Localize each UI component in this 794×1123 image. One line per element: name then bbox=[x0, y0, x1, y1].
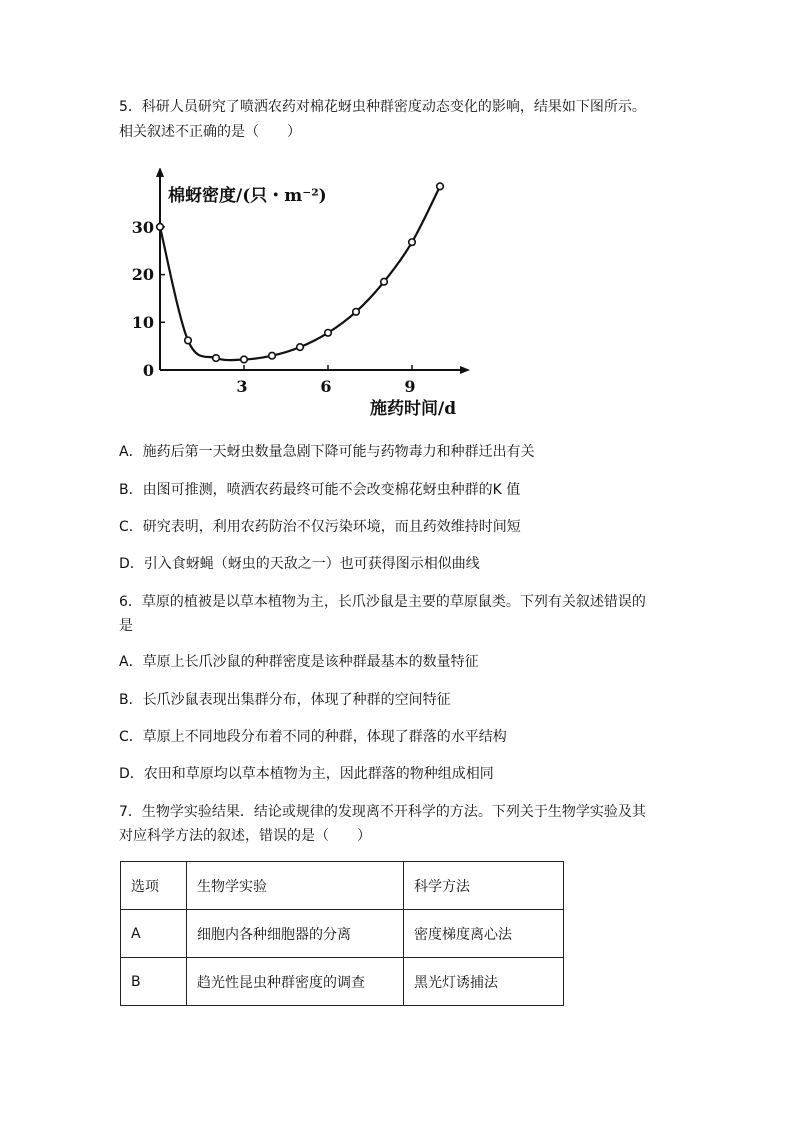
data-point bbox=[437, 183, 444, 190]
data-point bbox=[409, 239, 416, 246]
x-axis-title: 施药时间/d bbox=[370, 399, 457, 419]
table-header-row bbox=[121, 862, 564, 910]
data-point bbox=[185, 337, 192, 344]
data-point bbox=[297, 344, 304, 351]
tick-label-x-9: 9 bbox=[404, 377, 416, 396]
data-point bbox=[269, 352, 276, 359]
q6-option-b: B．长爪沙鼠表现出集群分布，体现了种群的空间特征 bbox=[119, 692, 451, 708]
data-point bbox=[353, 309, 360, 316]
table-cell: 趋光性昆虫种群密度的调查 bbox=[187, 958, 404, 1006]
q7-table bbox=[120, 861, 564, 1006]
tick-label-y-30: 30 bbox=[131, 218, 154, 237]
tick-label-y-20: 20 bbox=[131, 265, 154, 284]
table-cell: A bbox=[121, 910, 187, 958]
table-cell: 黑光灯诱捕法 bbox=[404, 958, 564, 1006]
q5-option-d: D．引入食蚜蝇（蚜虫的天敌之一）也可获得图示相似曲线 bbox=[119, 556, 480, 572]
table-cell: B bbox=[121, 958, 187, 1006]
table-cell: 密度梯度离心法 bbox=[404, 910, 564, 958]
q5-stem-line2: 相关叙述不正确的是（ ） bbox=[119, 124, 301, 140]
series-line bbox=[160, 186, 440, 360]
q5-option-b: B．由图可推测，喷洒农药最终可能不会改变棉花蚜虫种群的K 值 bbox=[119, 482, 521, 498]
tick-label-y-0: 0 bbox=[142, 361, 154, 380]
q6-option-d: D．农田和草原均以草本植物为主，因此群落的物种组成相同 bbox=[119, 766, 494, 782]
table-header-cell: 选项 bbox=[121, 862, 187, 910]
y-axis-title: 棉蚜密度/(只・m⁻²) bbox=[168, 186, 327, 206]
data-point bbox=[325, 329, 332, 336]
q6-stem-line2: 是 bbox=[119, 618, 133, 634]
data-point bbox=[213, 355, 220, 362]
q6-stem-line1: 6．草原的植被是以草本植物为主，长爪沙鼠是主要的草原鼠类。下列有关叙述错误的 bbox=[119, 594, 646, 610]
table-row bbox=[121, 958, 564, 1006]
q5-stem-line1: 5．科研人员研究了喷洒农药对棉花蚜虫种群密度动态变化的影响，结果如下图所示。 bbox=[119, 99, 646, 115]
q7-stem-line2: 对应科学方法的叙述，错误的是（ ） bbox=[119, 828, 371, 844]
tick-label-y-10: 10 bbox=[131, 313, 154, 332]
table-row bbox=[121, 910, 564, 958]
table-header-cell: 科学方法 bbox=[404, 862, 564, 910]
q6-option-c: C．草原上不同地段分布着不同的种群，体现了群落的水平结构 bbox=[119, 729, 507, 745]
q7-stem-line1: 7．生物学实验结果．结论或规律的发现离不开科学的方法。下列关于生物学实验及其 bbox=[119, 804, 646, 820]
q5-chart bbox=[130, 168, 470, 423]
table-header-cell: 生物学实验 bbox=[187, 862, 404, 910]
data-point bbox=[381, 278, 388, 285]
q5-option-c: C．研究表明，利用农药防治不仅污染环境，而且药效维持时间短 bbox=[119, 519, 521, 535]
q5-option-a: A．施药后第一天蚜虫数量急剧下降可能与药物毒力和种群迁出有关 bbox=[119, 444, 535, 460]
data-point bbox=[157, 224, 164, 231]
table-cell: 细胞内各种细胞器的分离 bbox=[187, 910, 404, 958]
q6-option-a: A．草原上长爪沙鼠的种群密度是该种群最基本的数量特征 bbox=[119, 654, 479, 670]
tick-label-x-3: 3 bbox=[236, 377, 248, 396]
data-point bbox=[241, 356, 248, 363]
tick-label-x-6: 6 bbox=[320, 377, 332, 396]
